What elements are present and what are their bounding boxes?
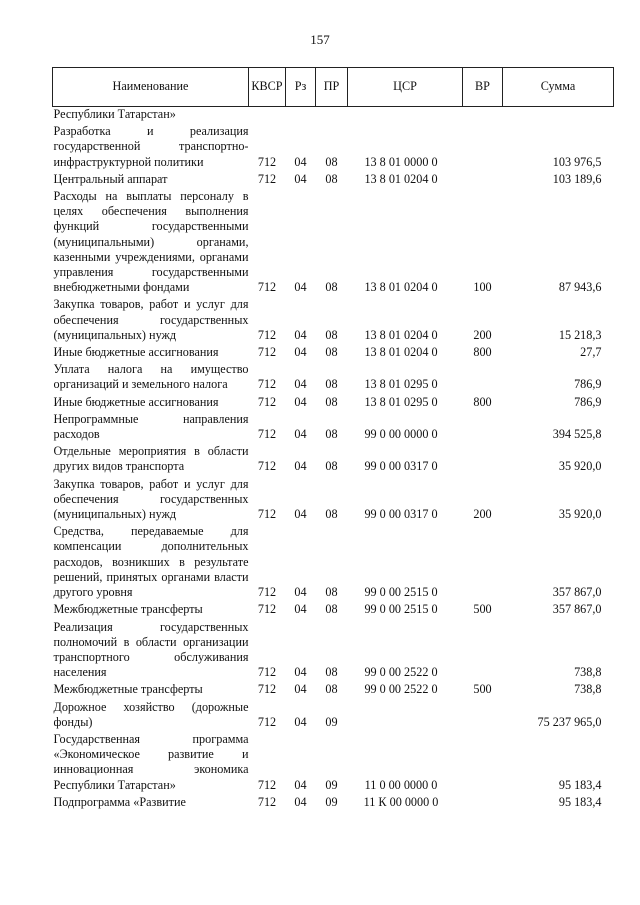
row-pr: 08	[325, 602, 338, 617]
row-rz: 04	[294, 171, 307, 186]
table-row	[53, 793, 614, 810]
row-csr: 13 8 01 0295 0	[364, 394, 438, 409]
row-rz: 04	[294, 794, 307, 809]
row-kvsr: 712	[257, 345, 277, 360]
row-pr	[316, 107, 348, 123]
row-vr: 500	[473, 682, 492, 697]
row-kvsr	[249, 107, 286, 123]
row-name: Центральный аппарат	[53, 171, 168, 186]
row-csr	[348, 698, 463, 730]
table-row	[53, 680, 614, 697]
row-sum: 95 183,4	[558, 794, 602, 809]
table-row	[53, 343, 614, 360]
row-kvsr: 712	[257, 459, 277, 474]
row-csr	[348, 107, 463, 123]
row-name: Республики Татарстан»	[53, 107, 176, 121]
row-sum: 738,8	[574, 665, 602, 680]
row-kvsr: 712	[257, 171, 277, 186]
row-sum: 394 525,8	[552, 427, 602, 442]
table-row	[53, 600, 614, 617]
row-csr: 99 0 00 2522 0	[364, 682, 438, 697]
row-kvsr: 712	[257, 280, 277, 295]
row-name: Подпрограмма «Развитие	[53, 794, 186, 809]
row-rz: 04	[294, 507, 307, 522]
row-csr: 11 К 00 0000 0	[363, 794, 439, 809]
row-sum: 357 867,0	[552, 602, 602, 617]
row-name: Закупка товаров, работ и услуг для обеспечения государственных (муниципальных) нужд	[53, 297, 249, 342]
row-kvsr: 712	[257, 507, 277, 522]
row-name: Разработка и реализация государственной транспортно-инфраструктурной политики	[53, 124, 249, 169]
row-sum: 35 920,0	[558, 507, 602, 522]
row-name: Непрограммные направления расходов	[53, 411, 249, 442]
row-vr: 800	[473, 394, 492, 409]
header-vr: ВР	[463, 68, 503, 107]
row-kvsr: 712	[257, 777, 277, 792]
row-name: Межбюджетные трансферты	[53, 682, 203, 697]
budget-table	[52, 67, 614, 810]
row-name: Реализация государственных полномочий в области организации транспортного обслуживания населения	[53, 619, 249, 680]
row-csr: 13 8 01 0204 0	[364, 345, 438, 360]
row-rz: 04	[294, 682, 307, 697]
row-rz: 04	[294, 345, 307, 360]
row-kvsr: 712	[257, 665, 277, 680]
table-row	[53, 360, 614, 392]
row-kvsr: 712	[257, 794, 277, 809]
row-sum: 15 218,3	[558, 327, 602, 342]
row-vr	[463, 793, 503, 810]
row-rz	[286, 107, 316, 123]
row-sum: 27,7	[580, 345, 602, 360]
table-row	[53, 410, 614, 442]
row-kvsr: 712	[257, 377, 277, 392]
row-vr	[463, 698, 503, 730]
table-row	[53, 122, 614, 170]
table-body	[53, 107, 614, 810]
row-name: Государственная программа «Экономическое развитие и инновационная экономика Республики Татарстан»	[53, 731, 249, 792]
table-row	[53, 107, 614, 123]
row-sum: 87 943,6	[558, 280, 602, 295]
row-csr: 11 0 00 0000 0	[364, 777, 438, 792]
row-sum: 35 920,0	[558, 459, 602, 474]
row-csr: 99 0 00 2515 0	[364, 602, 438, 617]
row-pr: 08	[325, 377, 338, 392]
row-rz: 04	[294, 154, 307, 169]
row-vr	[463, 730, 503, 793]
table-row	[53, 393, 614, 410]
table-row	[53, 442, 614, 474]
row-sum: 786,9	[574, 394, 602, 409]
row-pr: 08	[325, 327, 338, 342]
row-name: Межбюджетные трансферты	[53, 602, 203, 617]
table-row	[53, 618, 614, 681]
row-sum: 738,8	[574, 682, 602, 697]
row-rz: 04	[294, 459, 307, 474]
row-rz: 04	[294, 394, 307, 409]
row-vr: 500	[473, 602, 492, 617]
row-sum: 75 237 965,0	[537, 714, 602, 729]
row-rz: 04	[294, 602, 307, 617]
row-kvsr: 712	[257, 585, 277, 600]
row-sum: 786,9	[574, 377, 602, 392]
row-vr	[463, 360, 503, 392]
row-kvsr: 712	[257, 602, 277, 617]
row-rz: 04	[294, 427, 307, 442]
row-kvsr: 712	[257, 327, 277, 342]
row-csr: 99 0 00 2515 0	[364, 585, 438, 600]
row-pr: 08	[325, 171, 338, 186]
row-csr: 13 8 01 0000 0	[364, 154, 438, 169]
header-sum: Сумма	[503, 68, 614, 107]
row-rz: 04	[294, 585, 307, 600]
table-header	[53, 68, 614, 107]
row-kvsr: 712	[257, 427, 277, 442]
table-row	[53, 522, 614, 600]
row-name: Средства, передаваемые для компенсации дополнительных расходов, возникших в результате решений, принятых органами власти другого уровня	[53, 524, 249, 600]
row-vr	[463, 522, 503, 600]
row-rz: 04	[294, 714, 307, 729]
header-csr: ЦСР	[348, 68, 463, 107]
row-pr: 08	[325, 682, 338, 697]
row-pr: 09	[325, 794, 338, 809]
row-vr	[463, 170, 503, 187]
row-name: Закупка товаров, работ и услуг для обеспечения государственных (муниципальных) нужд	[53, 476, 249, 522]
row-vr	[463, 107, 503, 123]
row-pr: 08	[325, 345, 338, 360]
row-csr: 99 0 00 0000 0	[364, 427, 438, 442]
row-kvsr: 712	[257, 394, 277, 409]
row-pr: 08	[325, 280, 338, 295]
row-csr: 99 0 00 2522 0	[364, 665, 438, 680]
row-csr: 13 8 01 0204 0	[364, 171, 438, 186]
row-rz: 04	[294, 665, 307, 680]
row-sum: 95 183,4	[558, 777, 602, 792]
row-csr: 99 0 00 0317 0	[364, 459, 438, 474]
table-row	[53, 698, 614, 730]
row-vr: 200	[473, 327, 492, 342]
row-vr	[463, 410, 503, 442]
row-rz: 04	[294, 777, 307, 792]
row-name: Дорожное хозяйство (дорожные фонды)	[53, 699, 249, 729]
header-rz: Рз	[286, 68, 316, 107]
row-pr: 08	[325, 427, 338, 442]
row-vr: 200	[473, 507, 492, 522]
row-csr: 13 8 01 0204 0	[364, 280, 438, 295]
table-row	[53, 170, 614, 187]
row-sum	[503, 107, 614, 123]
row-name: Уплата налога на имущество организаций и земельного налога	[53, 362, 249, 392]
row-name: Расходы на выплаты персоналу в целях обеспечения выполнения функций государственными (муниципальными) органами, казенными учреждениями, органами управления государственными внебюджетными фондами	[53, 189, 249, 295]
table-row	[53, 295, 614, 343]
row-kvsr: 712	[257, 714, 277, 729]
row-vr: 800	[473, 345, 492, 360]
row-pr: 08	[325, 459, 338, 474]
row-csr: 13 8 01 0204 0	[364, 327, 438, 342]
row-sum: 103 976,5	[552, 154, 602, 169]
row-vr: 100	[473, 280, 492, 295]
row-pr: 08	[325, 665, 338, 680]
row-rz: 04	[294, 327, 307, 342]
row-kvsr: 712	[257, 154, 277, 169]
row-pr: 08	[325, 394, 338, 409]
row-name: Иные бюджетные ассигнования	[53, 345, 219, 360]
row-csr: 99 0 00 0317 0	[364, 507, 438, 522]
table-row	[53, 187, 614, 295]
row-rz: 04	[294, 377, 307, 392]
row-pr: 09	[325, 777, 338, 792]
row-name: Иные бюджетные ассигнования	[53, 394, 219, 409]
row-sum: 103 189,6	[552, 171, 602, 186]
row-sum: 357 867,0	[552, 585, 602, 600]
row-vr	[463, 618, 503, 681]
row-kvsr: 712	[257, 682, 277, 697]
row-vr	[463, 442, 503, 474]
row-pr: 09	[325, 714, 338, 729]
table-row	[53, 730, 614, 793]
row-pr: 08	[325, 154, 338, 169]
table-row	[53, 475, 614, 523]
row-vr	[463, 122, 503, 170]
row-pr: 08	[325, 585, 338, 600]
row-csr: 13 8 01 0295 0	[364, 377, 438, 392]
header-kvsr: КВСР	[249, 68, 286, 107]
row-pr: 08	[325, 507, 338, 522]
row-rz: 04	[294, 280, 307, 295]
row-name: Отдельные мероприятия в области других видов транспорта	[53, 444, 249, 474]
header-name: Наименование	[53, 68, 249, 107]
header-pr: ПР	[316, 68, 348, 107]
page-number: 157	[310, 32, 330, 47]
